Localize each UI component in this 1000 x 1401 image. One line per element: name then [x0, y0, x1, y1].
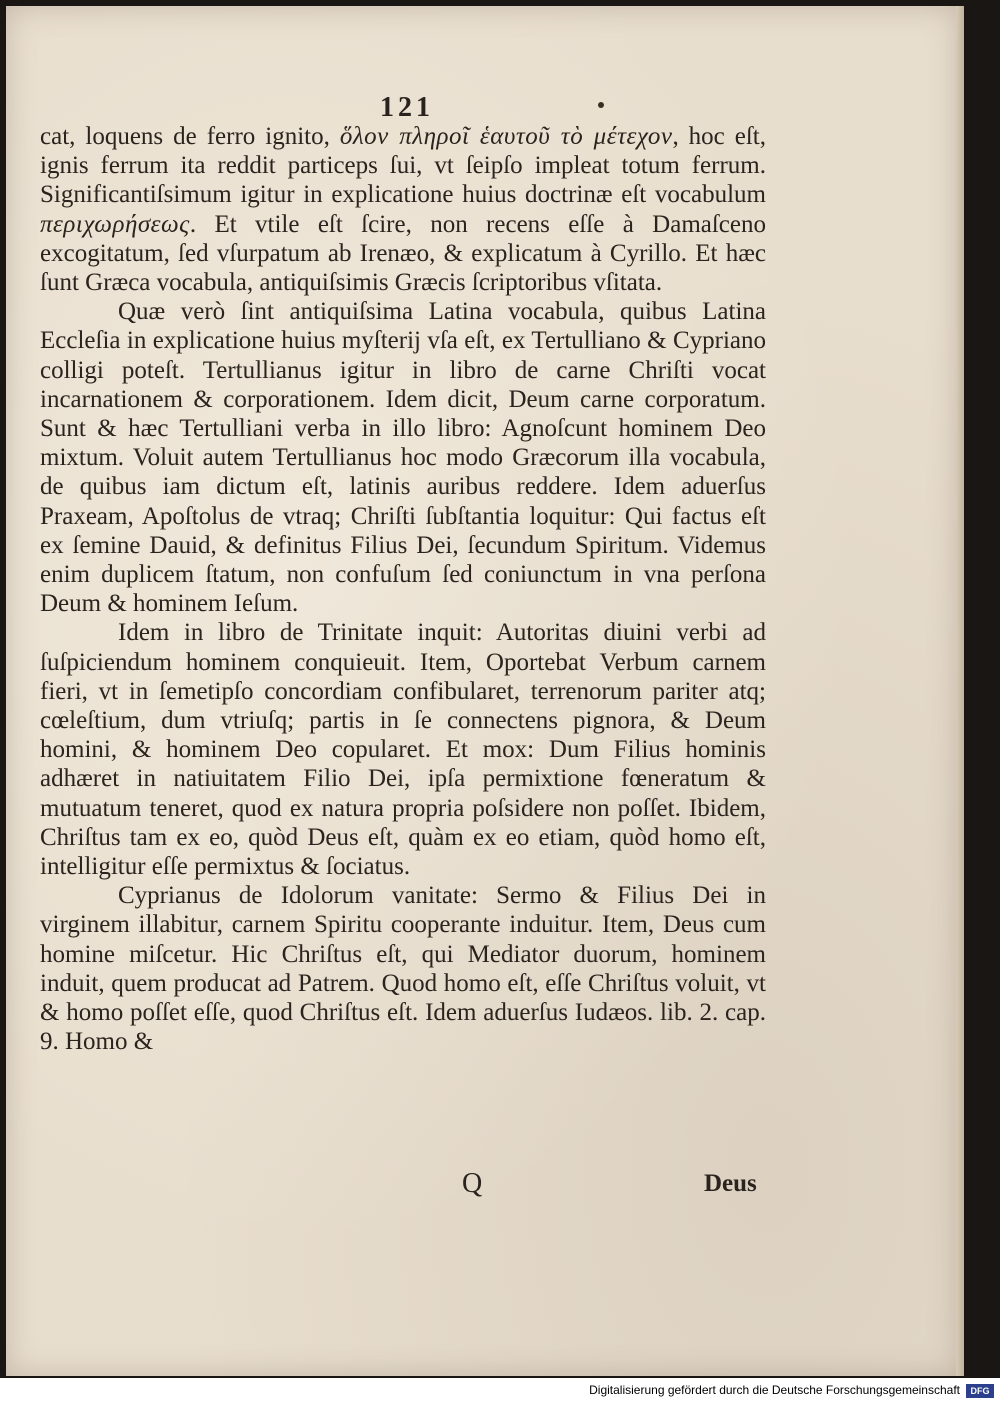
text-run: Quæ verò ſint antiquiſsima Latina vocabula, quibus Latina Eccleſia in explicatione huius myſterij vſa eſt, ex Tertulliano & Cypriano colligi poteſt. Tertullianus igitur in libro de carne Chriſti vocat incarnationem & corporationem. Idem dicit, Deum carne corporatum. Sunt & hæc Tertulliani verba in illo libro: Agnoſcunt hominem Deo mixtum. Voluit autem Tertullianus hoc modo Græcorum illa vocabula, de quibus iam dictum eſt, latinis auribus reddere. Idem aduerſus Praxeam, Apoſtolus de vtraq; Chriſti ſubſtantia loquitur: Qui factus eſt ex ſemine Dauid, & definitus Filius Dei, ſecundum Spiritum. Videmus enim duplicem ſtatum, non confuſum ſed coniunctum in vna perſona Deum & hominem Ieſum. — [40, 298, 766, 618]
text-run: Idem in libro de Trinitate inquit: Autoritas diuini verbi ad ſuſpiciendum hominem conquieuit. Item, Oportebat Verbum carnem fieri, vt in ſemetipſo concordiam confibularet, terrenorum pariter atq; cœleſtium, dum vtriuſq; partis in ſe connectens pignora, & Deum homini, & hominem Deo copularet. Et mox: Dum Filius hominis adhæret in natiuitatem Filio Dei, ipſa permixtione fœneratum & mutuatum teneret, quod ex natura propria poſsidere non poſſet. Ibidem, Chriſtus tam ex eo, quòd Deus eſt, quàm ex eo etiam, quòd homo eſt, intelligitur eſſe permixtus & ſociatus. — [40, 619, 766, 881]
catchword: Deus — [704, 1170, 757, 1197]
paragraph — [40, 122, 766, 297]
text-run: , hoc eſt, ignis ferrum ita reddit particeps ſui, vt ſeipſo impleat totum ferrum. Significantiſsimum igitur in explicatione huius doctrinæ eſt vocabulum — [40, 123, 766, 209]
paragraph — [40, 297, 766, 618]
text-run: cat, loquens de ferro ignito, — [40, 123, 340, 150]
page-number: 121 — [380, 92, 434, 123]
signature-mark: Q — [462, 1168, 483, 1199]
greek-text: περιχωρήσεως — [40, 210, 190, 238]
funding-notice: Digitalisierung gefördert durch die Deutsche Forschungsgemeinschaft — [589, 1383, 960, 1397]
dfg-logo: DFG — [966, 1384, 994, 1398]
body-text — [40, 122, 766, 1057]
paragraph — [40, 618, 766, 881]
text-run: . Et vtile eſt ſcire, non recens eſſe à Damaſceno excogitatum, ſed vſurpatum ab Irenæo, & explicatum à Cyrillo. Et hæc ſunt Græca vocabula, antiquiſsimis Græcis ſcriptoribus vſitata. — [40, 210, 766, 297]
footer — [0, 1382, 1000, 1401]
paragraph — [40, 881, 766, 1056]
text-run: Cyprianus de Idolorum vanitate: Sermo & Filius Dei in virginem illabitur, carnem Spiritu cooperante induitur. Item, Deus cum homine miſcetur. Hic Chriſtus eſt, qui Mediator duorum, hominem induit, quem producat ad Patrem. Quod homo eſt, eſſe Chriſtus voluit, vt & homo poſſet eſſe, quod Chriſtus eſt. Idem aduerſus Iudæos. lib. 2. cap. 9. Homo & — [40, 882, 766, 1056]
ink-mark — [598, 102, 604, 108]
page-edge — [956, 6, 964, 1376]
greek-text: ὅλον πληροῖ ἑαυτοῦ τὸ μέτεχον — [339, 123, 673, 150]
